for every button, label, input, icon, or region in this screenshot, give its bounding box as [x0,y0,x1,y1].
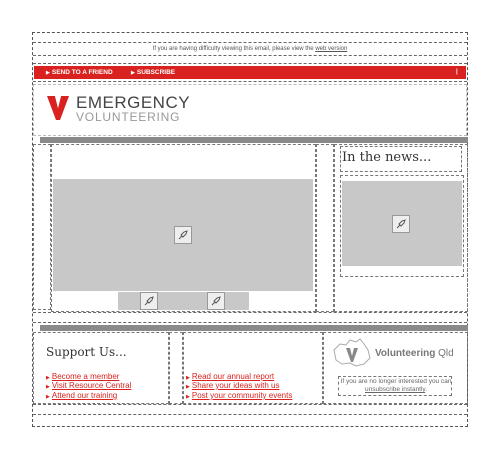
divider [33,322,467,323]
divider [33,63,467,64]
australia-map-icon [330,336,374,370]
divider [33,414,467,415]
triangle-right-icon: ▶ [186,384,190,390]
partner-name-bold: Volunteering [375,348,436,359]
subscribe-link[interactable] [131,66,175,80]
divider [33,81,467,82]
partner-name[interactable] [375,348,454,359]
unsubscribe-link[interactable]: unsubscribe instantly [364,386,426,393]
link-label: Become a member [51,372,120,381]
feature-thumb-strip [118,292,249,310]
triangle-right-icon: ▶ [186,375,190,381]
divider [33,404,467,405]
brand-line2: VOLUNTEERING [76,110,181,124]
triangle-right-icon: ▶ [46,375,50,381]
link-label: Read our annual report [191,372,275,381]
news-heading: In the news... [342,150,432,165]
middle-gutter [316,144,334,312]
link-label: Post your community events [191,391,293,400]
divider [33,42,467,43]
link-label: Visit Resource Central [51,381,132,390]
broken-image-icon [392,215,410,233]
broken-image-icon [174,226,192,244]
divider [33,312,467,313]
partner-name-light: Qld [435,348,454,359]
triangle-right-icon: ▶ [186,394,190,400]
triangle-right-icon: ▶ [46,384,50,390]
broken-image-icon [207,292,225,310]
send-to-friend-link[interactable] [46,66,113,80]
unsubscribe-text [340,378,452,394]
support-gutter [169,332,183,404]
bar-end-marker: | [456,69,458,75]
link-label: Attend our training [51,391,118,400]
link-post-events[interactable] [186,391,292,402]
footer-divider-bar [40,325,468,331]
unsub-text: If you are no longer interested you can [340,378,452,385]
triangle-right-icon: ▶ [131,70,135,76]
unsub-end: . [425,386,428,393]
send-to-friend-label: SEND TO A FRIEND [51,69,113,76]
support-heading: Support Us... [46,345,127,359]
web-version-link[interactable]: web version [315,46,348,52]
preheader [33,44,467,54]
divider [33,55,467,56]
triangle-right-icon: ▶ [46,394,50,400]
brand-line1: EMERGENCY [76,93,191,112]
news-heading-cell [340,146,462,172]
top-nav-bar [34,66,466,79]
preheader-text: If you are having difficulty viewing this email, please view the [152,46,316,52]
emergency-logo-icon [46,94,70,122]
left-gutter [33,144,51,310]
link-label: Share your ideas with us [191,381,280,390]
triangle-right-icon: ▶ [46,70,50,76]
link-attend-training[interactable] [46,391,117,402]
subscribe-label: SUBSCRIBE [136,69,176,76]
broken-image-icon [140,292,158,310]
header-divider-bar [40,137,468,143]
